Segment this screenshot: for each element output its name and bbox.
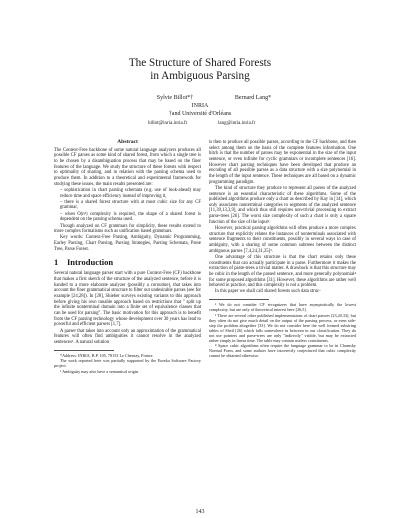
- footnote: The work reported here was partially supported by the Eureka Software Factory project.: [54, 358, 201, 369]
- footnote: ² We do not consider CF recognizers that have asymptotically the lowest complexity, but are only of theoretical interest here [26,5].: [209, 302, 356, 313]
- paper-title-line-1: The Structure of Shared Forests: [128, 57, 272, 69]
- email-lang: lang@inria.inria.fr: [218, 121, 256, 126]
- footnote: ³ There are several other published implementations of chart parsers [23,20,33], but they often do not give much detail on the output of the parsing process, or even side-step the problem altogether [33]. We do not consider here the well formed substring tables of Sheil [26] which falls somewhere in between in our classification. They do not use pointers and parse-trees are only "indirectly" visible, but may be extracted rather simply in linear time. The table may contain useless constituents.: [209, 312, 356, 343]
- footnote: ¹ Ambiguity may also have a semantical origin.: [60, 368, 140, 374]
- abstract-heading: Abstract: [117, 139, 138, 145]
- abstract-paragraph: Though analyzed on CF grammars for simplicity, these results extend to more complex formalisms such as unification based grammars.: [54, 223, 201, 235]
- abstract-paragraph: The Context-Free backbone of some natural language analyzers produces all possible CF parses as some kind of shared forest, from which a single tree is to be chosen by a disambiguation process that may be based on the finer features of the language. We study the structure of these forests with respect to optimality of sharing, and in relation with the parsing schema used to produce them. In addition to a theoretical and experimental framework for studying these issues, the main results presented are:: [54, 147, 201, 187]
- abstract-result-item: – sophistication in chart parsing schemata (e.g. use of look-ahead) may reduce time and space efficiency instead of improving it,: [60, 187, 201, 199]
- affiliation-inria: INRIA: [191, 103, 209, 109]
- right-column: [209, 140, 356, 359]
- section-heading: [54, 257, 201, 267]
- keywords: Key words: Context-Free Parsing, Ambiguity, Dynamic Programming, Earley Parsing, Chart Parsing, Parsing Strategies, Parsing Schemata, Parse Tree, Parse Forest.: [54, 235, 201, 252]
- abstract-result-item: – when O(n³) complexity is required, the shape of a shared forest is dependent on the parsing schema used.: [60, 211, 201, 223]
- footnote: *Address: INRIA, B.P. 105, 78153 Le Chesnay, France.: [60, 352, 154, 358]
- author-billot: Sylvie Billot*†: [156, 95, 194, 101]
- left-column: [54, 140, 201, 374]
- body-paragraph: A parser that takes into account only an approximation of the grammatical features will often find ambiguities it cannot resolve in the analyzed sentences¹. A natural solution: [54, 328, 201, 345]
- footnote-divider: [209, 299, 269, 300]
- body-paragraph: Several natural language parser start with a pure Context-Free (CF) backbone that makes a first sketch of the structure of the analyzed sentence, before it is handed to a more elaborate analyzer (possibly a coroutine), that takes into account the finer grammatical structure to filter out undesirable parses (see for example [24,28]). In [28], Shieber surveys existing variants to this approach before giving his own tunable approach based on restrictions that " split up the infinite nonterminal domain into a finite set of equivalence classes that can be used for parsing". The basic motivation for this approach is to benefit from the CF parsing technology whose development over 30 years has lead to powerful and efficient parsers [1,7].: [54, 271, 201, 328]
- body-paragraph: In this paper we shall call shared forests such data struc-: [215, 289, 321, 295]
- author-lang: Bernard Lang*: [234, 95, 272, 101]
- footnote-divider: [54, 350, 114, 351]
- affiliation-orleans: †and Université d'Orléans: [168, 111, 232, 117]
- email-billot: billot@inria.inria.fr: [148, 121, 188, 126]
- footnote: ⁴ Space cubic algorithms often require the language grammar to be in Chomsky Normal Form, and some authors have incorrectly conjectured that cubic complexity cannot be obtained otherwise.: [209, 343, 356, 359]
- body-paragraph: However, practical parsing algorithms will often produce a more complex structure that explicitly relates the instances of nonterminals associated with sentence fragments to their constituents, possibly in several ways in case of ambiguity, with a sharing of some common subtrees between the distinct ambiguous parses [7,4,24,31,25]³.: [209, 226, 356, 254]
- section-title: Introduction: [67, 257, 114, 268]
- paper-title-line-2: in Ambiguous Parsing: [150, 70, 250, 82]
- page-number: 143: [195, 509, 205, 515]
- body-paragraph: is then to produce all possible parses, according to the CF backbone, and then select among them on the basis of the complete features information. One hitch is that the number of parses may be exponential in the size of the input sentence, or even infinite for cyclic grammars or incomplete sentences [16]. However chart parsing techniques have been developed that produce an encoding of all possible parses as a data structure with a size polynomial in the length of the input sentence. These techniques are all based on a dynamic programming paradigm.: [209, 140, 356, 185]
- section-number: 1: [54, 257, 59, 268]
- body-paragraph: One advantage of this structure is that the chart retains only these constituents that can actually participate in a parse. Furthermore it makes the extraction of parse-trees a trivial matter. A drawback is that this structure may be cubic in the length of the parsed sentence, and more generally polynomial⁴ for some proposed algorithms [31]. However, these algorithms are rather well behaved in practice, and this complexity is not a problem.: [209, 254, 356, 289]
- body-paragraph: The kind of structure they produce to represent all parses of the analyzed sentence is an essential characteristic of these algorithms. Some of the published algorithms produce only a chart as described by Kay in [14], which only associates nonterminal categories to segments of the analyzed sentence [11,39,13,3,9], and which thus still requires non-trivial processing to extract parse-trees [26]. The worst size complexity of such a chart is only a square function of the size of the input².: [209, 185, 356, 225]
- abstract-result-item: – there is a shared forest structure with at most cubic size for any CF grammar,: [60, 199, 201, 211]
